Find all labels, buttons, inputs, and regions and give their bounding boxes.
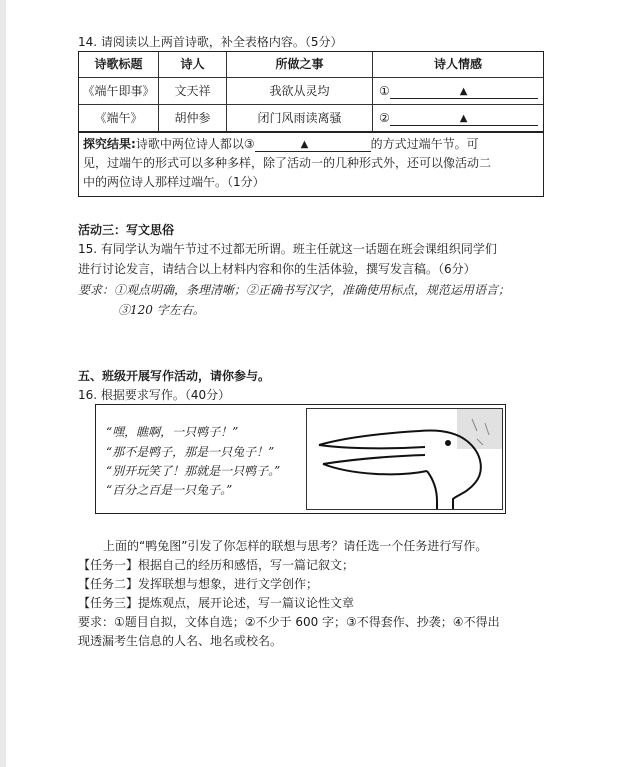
q14-table [78, 51, 544, 197]
dialog-line-1: “嘿，瞧啊，一只鸭子！” [106, 425, 239, 439]
row1-poet: 文天祥 [174, 84, 211, 98]
triangle-icon: ▲ [459, 113, 468, 124]
task-2: 【任务二】发挥联想与想象，进行文学创作； [78, 577, 319, 591]
blank-number: ① [379, 84, 390, 98]
dialog-line-3: “别开玩笑了！那就是一只鸭子。” [106, 464, 281, 478]
blank-number: ② [379, 111, 390, 125]
table-divider [79, 77, 543, 78]
conclusion-label: 探究结果: [83, 137, 136, 151]
q15-requirement-1: 要求：①观点明确，条理清晰；②正确书写汉字，准确使用标点，规范运用语言； [78, 283, 511, 297]
row2-poet: 胡仲参 [174, 111, 211, 125]
activity3-heading: 活动三：写文思俗 [78, 223, 175, 237]
page-edge-shadow [0, 0, 6, 767]
conclusion-text: 的方式过端午节。可 [370, 137, 479, 151]
conclusion-line-2: 见，过端午的形式可以多种多样，除了活动一的几种形式外，还可以像活动二 [83, 156, 492, 170]
answer-blank-3[interactable] [255, 139, 371, 152]
triangle-icon: ▲ [459, 86, 468, 97]
duck-rabbit-image [306, 408, 503, 510]
conclusion-line-3: 中的两位诗人那样过端午。（1分） [83, 175, 265, 189]
q16-requirement-2: 现透漏考生信息的人名、地名或校名。 [78, 634, 283, 648]
q15-requirement-2: ③120 字左右。 [118, 303, 205, 317]
row1-poem-title: 《端午即事》 [82, 84, 155, 98]
task-3: 【任务三】提炼观点，展开论述，写一篇议论性文章 [78, 596, 355, 610]
answer-blank-line [390, 113, 538, 126]
q15-line-2: 进行讨论发言，请结合以上材料内容和你的生活体验，撰写发言稿。（6分） [78, 262, 476, 276]
section5-heading: 五、班级开展写作活动，请你参与。 [78, 369, 271, 383]
q15-line-1: 15. 有同学认为端午节过不过都无所谓。班主任就这一话题在班会课组织同学们 [78, 242, 497, 256]
q16-title: 16. 根据要求写作。（40分） [78, 388, 231, 402]
triangle-icon: ▲ [300, 139, 309, 150]
header-emotion: 诗人情感 [433, 57, 482, 71]
task-1: 【任务一】根据自己的经历和感悟，写一篇记叙文； [78, 558, 355, 572]
q16-prompt: 上面的“鸭兔图”引发了你怎样的联想与思考？请任选一个任务进行写作。 [103, 539, 488, 553]
q16-requirement-1: 要求：①题目自拟，文体自选；②不少于 600 字；③不得套作、抄袭；④不得出 [78, 615, 500, 629]
conclusion-line-1 [83, 136, 479, 152]
table-divider [79, 104, 543, 105]
header-deed: 所做之事 [275, 57, 324, 71]
row1-emotion-blank[interactable] [379, 83, 538, 99]
conclusion-text: 诗歌中两位诗人都以③ [135, 137, 255, 151]
row2-emotion-blank[interactable] [379, 110, 538, 126]
q14-title: 14. 请阅读以上两首诗歌，补全表格内容。（5分） [78, 35, 343, 49]
row1-deed: 我欲从灵均 [269, 84, 330, 98]
header-poem-title: 诗歌标题 [94, 57, 143, 71]
table-divider [79, 131, 543, 133]
header-poet: 诗人 [180, 57, 205, 71]
dialog-line-2: “那不是鸭子，那是一只兔子！” [106, 445, 275, 459]
row2-poem-title: 《端午》 [94, 111, 143, 125]
row2-deed: 闭门风雨读离骚 [257, 111, 342, 125]
duck-rabbit-drawing [307, 409, 503, 510]
answer-blank-line [390, 86, 538, 99]
dialog-line-4: “百分之百是一只兔子。” [106, 483, 233, 497]
